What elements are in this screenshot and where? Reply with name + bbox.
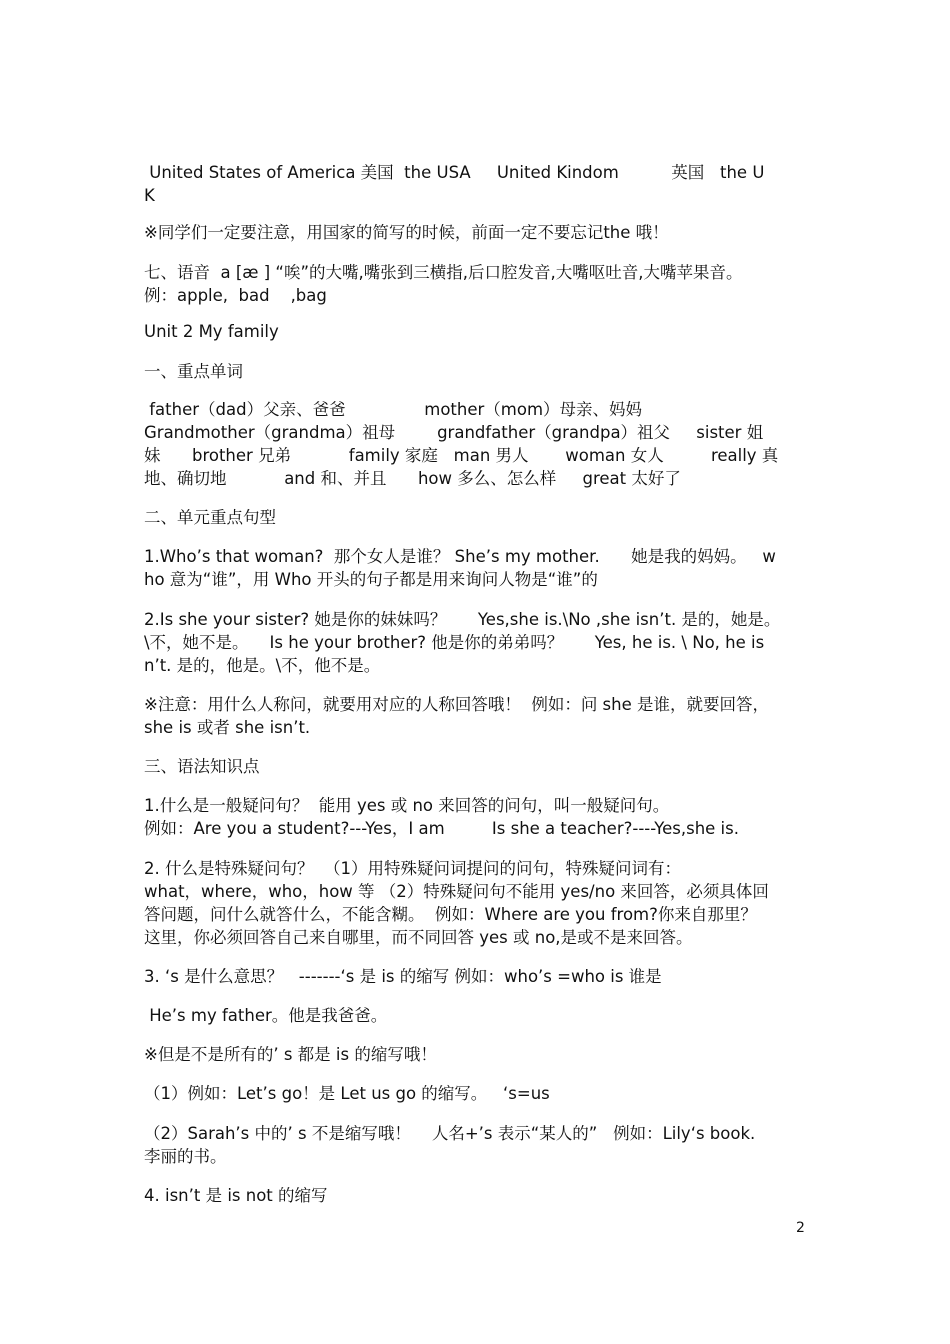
text-line: 一、重点单词: [144, 362, 243, 381]
text-line: 这里，你必须回答自己来自哪里，而不同回答 yes 或 no,是或不是来回答。: [144, 928, 693, 947]
text-line: 二、单元重点句型: [144, 508, 276, 527]
text-line: 地、确切地 and 和、并且 how 多么、怎么样 great 太好了: [144, 469, 681, 488]
text-line: father（dad）父亲、爸爸 mother（mom）母亲、妈妈: [144, 400, 643, 419]
text-line: 4. isn’t 是 is not 的缩写: [144, 1186, 328, 1205]
text-line: 1.什么是一般疑问句？ 能用 yes 或 no 来回答的问句，叫一般疑问句。: [144, 796, 670, 815]
text-line: 2.Is she your sister? 她是你的妹妹吗？ Yes,she is.\No ,she isn’t. 是的，她是。: [144, 610, 781, 629]
page-number: 2: [796, 1220, 805, 1236]
text-line: 妹 brother 兄弟 family 家庭 man 男人 woman 女人 really 真: [144, 446, 779, 465]
paragraph-grammar-4: [144, 1138, 812, 1253]
text-line: n’t. 是的，他是。\不，他不是。: [144, 656, 381, 675]
text-line: 3. ‘s 是什么意思？ -------‘s 是 is 的缩写 例如：who’s =who is 谁是: [144, 967, 662, 986]
text-line: ※同学们一定要注意，用国家的简写的时候，前面一定不要忘记the 哦！: [144, 223, 669, 242]
text-line: ho 意为“谁”，用 Who 开头的句子都是用来询问人物是“谁”的: [144, 570, 598, 589]
text-line: United States of America 美国 the USA United Kindom 英国 the U: [144, 163, 765, 182]
text-line: K: [144, 186, 155, 205]
text-line: （2）Sarah’s 中的’ s 不是缩写哦！ 人名+’s 表示“某人的” 例如：Lily‘s book.: [144, 1124, 756, 1143]
text-line: ※但是不是所有的’ s 都是 is 的缩写哦！: [144, 1045, 437, 1064]
text-line: He’s my father。他是我爸爸。: [144, 1006, 388, 1025]
text-line: what，where，who，how 等 （2）特殊疑问句不能用 yes/no 来回答，必须具体回: [144, 882, 769, 901]
text-line: Grandmother（grandma）祖母 grandfather（grandpa）祖父 sister 姐: [144, 423, 764, 442]
text-line: Unit 2 My family: [144, 322, 279, 341]
text-line: （1）例如：Let’s go！是 Let us go 的缩写。 ‘s=us: [144, 1084, 550, 1103]
text-line: ※注意：用什么人称问，就要用对应的人称回答哦！ 例如：问 she 是谁，就要回答，: [144, 695, 770, 714]
text-line: 李丽的书。: [144, 1147, 227, 1166]
text-line: 答问题，问什么就答什么，不能含糊。 例如：Where are you from?你来自那里？: [144, 905, 757, 924]
text-line: 例如：Are you a student?---Yes，I am Is she a teacher?----Yes,she is.: [144, 819, 739, 838]
text-line: \不，她不是。 Is he your brother? 他是你的弟弟吗？ Yes, he is. \ No, he is: [144, 633, 765, 652]
text-line: 1.Who’s that woman? 那个女人是谁？ She’s my mother. 她是我的妈妈。 w: [144, 547, 776, 566]
text-line: she is 或者 she isn’t.: [144, 718, 311, 737]
text-line: 2. 什么是特殊疑问句？ （1）用特殊疑问词提问的问句，特殊疑问词有：: [144, 859, 681, 878]
text-line: 三、语法知识点: [144, 757, 260, 776]
text-line: 七、语音 a [æ ] “唉”的大嘴,嘴张到三横指,后口腔发音,大嘴呕吐音,大嘴苹果音。: [144, 263, 743, 282]
text-line: 例：apple, bad ,bag: [144, 286, 327, 305]
